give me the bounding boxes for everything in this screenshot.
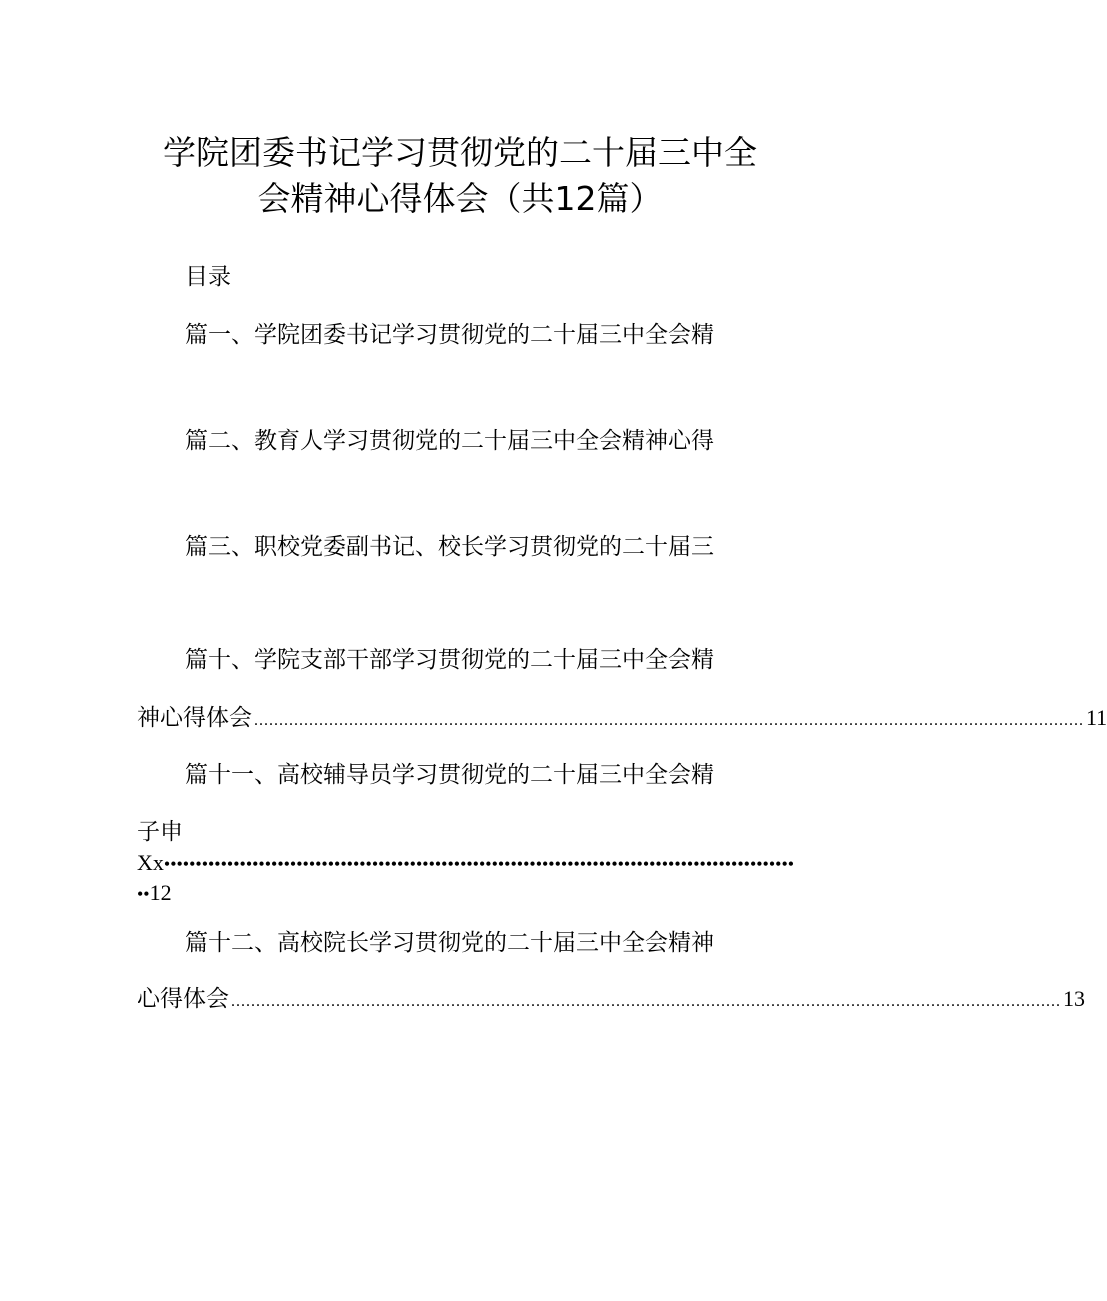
toc-leader-dots: •••••••••••••••••••••••••••••••••••••••••••••••••••••••••••••••••••••••••••••••••••••••••••••••••••• (163, 854, 795, 874)
toc-entry-12[interactable]: 篇十二、高校院长学习贯彻党的二十届三中全会精神 (185, 930, 714, 956)
document-title-line-1: 学院团委书记学习贯彻党的二十届三中全 (163, 133, 757, 172)
toc-entry-11[interactable]: 篇十一、高校辅导员学习贯彻党的二十届三中全会精 (185, 762, 714, 788)
toc-entry-2[interactable]: 篇二、教育人学习贯彻党的二十届三中全会精神心得 (185, 428, 714, 454)
toc-page-number: 13 (1063, 986, 1085, 1011)
toc-entry-10-continuation-text: 神心得体会 (137, 705, 252, 731)
toc-page-number: 12 (149, 880, 172, 905)
toc-entry-11-xx: Xx (137, 850, 164, 875)
toc-entry-12-continuation[interactable] (137, 984, 1085, 1017)
toc-entry-11-continuation-2[interactable] (137, 848, 795, 879)
toc-leader-dots: ...................................................................................................................................................................... (254, 712, 1084, 729)
toc-leader-dots: ...................................................................................................................................................................... (231, 993, 1061, 1010)
toc-entry-1[interactable]: 篇一、学院团委书记学习贯彻党的二十届三中全会精 (185, 322, 714, 348)
toc-entry-10-continuation[interactable] (137, 703, 1107, 736)
toc-page-number: 11 (1086, 705, 1107, 730)
toc-entry-3[interactable]: 篇三、职校党委副书记、校长学习贯彻党的二十届三 (185, 534, 714, 560)
toc-page-prefix-dots: •• (137, 884, 150, 904)
toc-entry-11-continuation[interactable]: 子申 (137, 819, 183, 845)
toc-entry-10[interactable]: 篇十、学院支部干部学习贯彻党的二十届三中全会精 (185, 647, 714, 673)
toc-label: 目录 (185, 264, 231, 290)
document-title-line-2: 会精神心得体会（共12篇） (257, 179, 663, 218)
toc-entry-11-page-line[interactable] (137, 878, 172, 909)
toc-entry-12-continuation-text: 心得体会 (137, 986, 229, 1012)
